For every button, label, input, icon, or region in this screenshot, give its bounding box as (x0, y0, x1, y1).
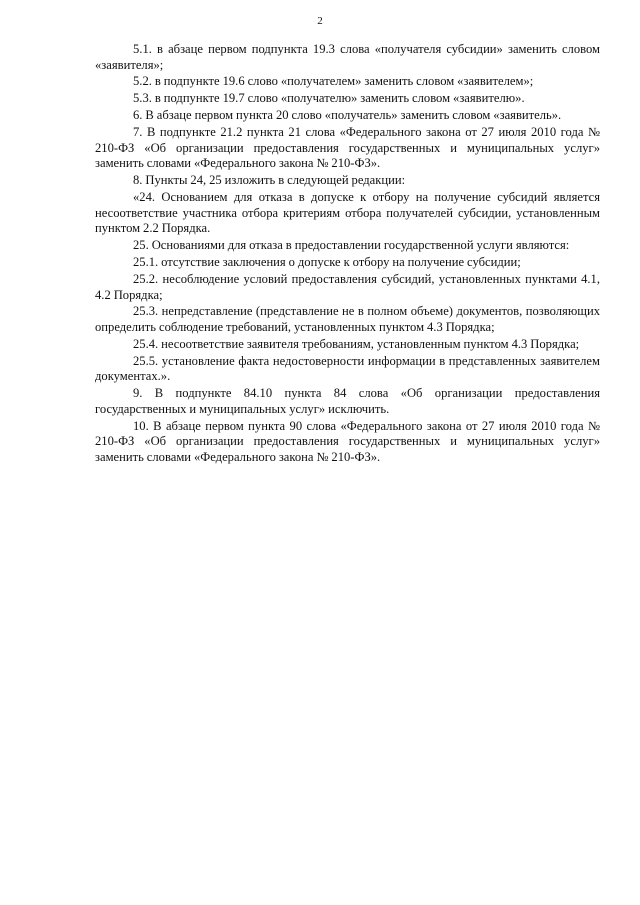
paragraph-25-4: 25.4. несоответствие заявителя требованиям, установленным пунктом 4.3 Порядка; (133, 336, 580, 351)
paragraph-6: 6. В абзаце первом пункта 20 слово «получатель» заменить словом «заявитель». (133, 108, 562, 123)
document-body (95, 42, 600, 467)
paragraph-25-3: 25.3. непредставление (представление не в полном объеме) документов, позволяющих определить соблюдение требований, установленных пунктом 4.3 Порядка; (95, 304, 600, 335)
paragraph-25-2: 25.2. несоблюдение условий предоставления субсидий, установленных пунктами 4.1, 4.2 Порядка; (95, 271, 600, 302)
paragraph-25: 25. Основаниями для отказа в предоставлении государственной услуги являются: (133, 238, 570, 253)
paragraph-7: 7. В подпункте 21.2 пункта 21 слова «Федерального закона от 27 июля 2010 года № 210-ФЗ «Об организации предоставления государственных и муниципальных услуг» заменить словами «Федерального закона № 210-ФЗ». (95, 125, 600, 171)
paragraph-5-2: 5.2. в подпункте 19.6 слово «получателем» заменить словом «заявителем»; (133, 74, 534, 89)
paragraph-9: 9. В подпункте 84.10 пункта 84 слова «Об организации предоставления государственных и муниципальных услуг» исключить. (95, 386, 600, 416)
paragraph-5-3: 5.3. в подпункте 19.7 слово «получателю» заменить словом «заявителю». (133, 91, 525, 106)
page-number: 2 (317, 15, 323, 27)
paragraph-5-1: 5.1. в абзаце первом подпункта 19.3 слова «получателя субсидии» заменить словом «заявителя»; (95, 42, 600, 72)
paragraph-25-5: 25.5. установление факта недостоверности информации в представленных заявителем документах.». (95, 353, 600, 384)
paragraph-8: 8. Пункты 24, 25 изложить в следующей редакции: (133, 173, 406, 188)
paragraph-10: 10. В абзаце первом пункта 90 слова «Федерального закона от 27 июля 2010 года № 210-ФЗ «Об организации предоставления государственных и муниципальных услуг» заменить словами «Федерального закона № 210-ФЗ». (95, 418, 600, 464)
paragraph-24: «24. Основанием для отказа в допуске к отбору на получение субсидий является несоответствие участника отбора критериям отбора получателей субсидии, установленным пунктом 2.2 Порядка. (95, 190, 600, 236)
paragraph-25-1: 25.1. отсутствие заключения о допуске к отбору на получение субсидии; (133, 255, 521, 270)
